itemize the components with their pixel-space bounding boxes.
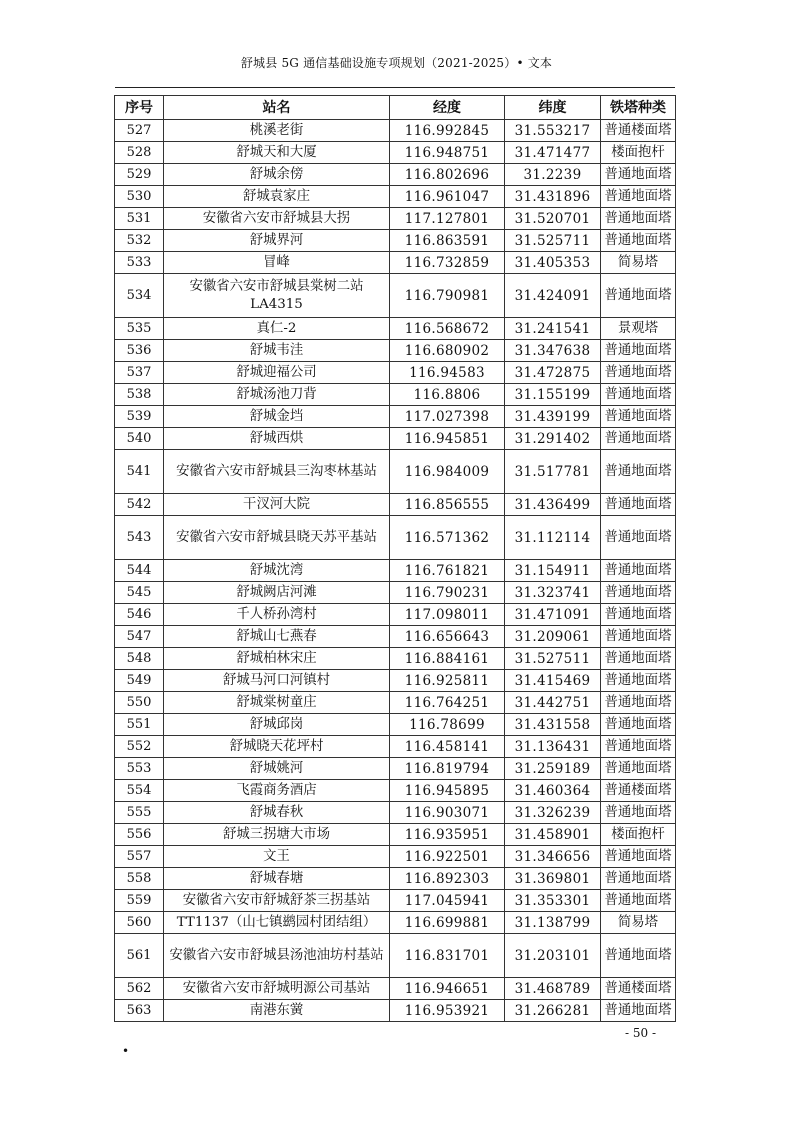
longitude: 116.94583 — [390, 362, 505, 384]
row-index: 561 — [115, 934, 164, 978]
longitude: 116.925811 — [390, 670, 505, 692]
latitude: 31.442751 — [505, 692, 601, 714]
tower-type: 普通地面塔 — [601, 494, 676, 516]
tower-type: 景观塔 — [601, 318, 676, 340]
row-index: 558 — [115, 868, 164, 890]
tower-type: 普通地面塔 — [601, 714, 676, 736]
table-row — [115, 692, 676, 714]
site-name: 真仁-2 — [164, 318, 390, 340]
row-index: 528 — [115, 142, 164, 164]
longitude: 116.568672 — [390, 318, 505, 340]
longitude: 116.699881 — [390, 912, 505, 934]
table-row — [115, 230, 676, 252]
tower-type: 普通地面塔 — [601, 626, 676, 648]
latitude: 31.527511 — [505, 648, 601, 670]
longitude: 117.127801 — [390, 208, 505, 230]
tower-type: 普通地面塔 — [601, 670, 676, 692]
row-index: 544 — [115, 560, 164, 582]
table-row — [115, 604, 676, 626]
tower-type: 普通地面塔 — [601, 868, 676, 890]
tower-type: 普通地面塔 — [601, 692, 676, 714]
site-name: 舒城阙店河滩 — [164, 582, 390, 604]
table-row — [115, 582, 676, 604]
site-name: 舒城姚河 — [164, 758, 390, 780]
latitude: 31.405353 — [505, 252, 601, 274]
longitude: 116.790231 — [390, 582, 505, 604]
table-row — [115, 186, 676, 208]
table-row — [115, 208, 676, 230]
latitude: 31.136431 — [505, 736, 601, 758]
table-row — [115, 912, 676, 934]
latitude: 31.203101 — [505, 934, 601, 978]
header-rule — [115, 87, 675, 88]
table-row — [115, 428, 676, 450]
site-name: 舒城邱岗 — [164, 714, 390, 736]
table-row — [115, 1000, 676, 1022]
table-row — [115, 120, 676, 142]
site-name: 千人桥孙湾村 — [164, 604, 390, 626]
row-index: 556 — [115, 824, 164, 846]
tower-type: 普通地面塔 — [601, 934, 676, 978]
row-index: 540 — [115, 428, 164, 450]
longitude: 116.961047 — [390, 186, 505, 208]
longitude: 116.945851 — [390, 428, 505, 450]
table-row — [115, 824, 676, 846]
row-index: 560 — [115, 912, 164, 934]
site-name: 安徽省六安市舒城明源公司基站 — [164, 978, 390, 1000]
latitude: 31.326239 — [505, 802, 601, 824]
tower-type: 楼面抱杆 — [601, 142, 676, 164]
footer-bullet: • — [122, 1044, 130, 1058]
site-name: 安徽省六安市舒城县汤池油坊村基站 — [164, 934, 390, 978]
longitude: 117.027398 — [390, 406, 505, 428]
column-header-index: 序号 — [115, 96, 164, 120]
tower-type: 普通地面塔 — [601, 758, 676, 780]
tower-type: 普通楼面塔 — [601, 978, 676, 1000]
table-row — [115, 406, 676, 428]
latitude: 31.323741 — [505, 582, 601, 604]
column-header-latitude: 纬度 — [505, 96, 601, 120]
table-row — [115, 516, 676, 560]
site-name: 南港东黉 — [164, 1000, 390, 1022]
tower-type: 普通地面塔 — [601, 208, 676, 230]
longitude: 116.903071 — [390, 802, 505, 824]
row-index: 529 — [115, 164, 164, 186]
latitude: 31.431896 — [505, 186, 601, 208]
table-row — [115, 868, 676, 890]
table-row — [115, 736, 676, 758]
latitude: 31.291402 — [505, 428, 601, 450]
latitude: 31.460364 — [505, 780, 601, 802]
site-name: 安徽省六安市舒城县晓天苏平基站 — [164, 516, 390, 560]
page-number: - 50 - — [625, 1026, 657, 1040]
row-index: 530 — [115, 186, 164, 208]
table-row — [115, 142, 676, 164]
tower-type: 普通地面塔 — [601, 406, 676, 428]
longitude: 116.819794 — [390, 758, 505, 780]
tower-type: 普通地面塔 — [601, 164, 676, 186]
row-index: 549 — [115, 670, 164, 692]
table-row — [115, 252, 676, 274]
latitude: 31.458901 — [505, 824, 601, 846]
longitude: 116.945895 — [390, 780, 505, 802]
longitude: 116.764251 — [390, 692, 505, 714]
site-name: 安徽省六安市舒城舒茶三拐基站 — [164, 890, 390, 912]
longitude: 116.78699 — [390, 714, 505, 736]
site-name: 干汊河大院 — [164, 494, 390, 516]
row-index: 538 — [115, 384, 164, 406]
longitude: 116.922501 — [390, 846, 505, 868]
latitude: 31.347638 — [505, 340, 601, 362]
tower-type: 简易塔 — [601, 252, 676, 274]
row-index: 550 — [115, 692, 164, 714]
row-index: 537 — [115, 362, 164, 384]
longitude: 116.863591 — [390, 230, 505, 252]
latitude: 31.468789 — [505, 978, 601, 1000]
site-name: 舒城春秋 — [164, 802, 390, 824]
table-row — [115, 890, 676, 912]
row-index: 534 — [115, 274, 164, 318]
site-name: 舒城金垱 — [164, 406, 390, 428]
tower-type: 普通地面塔 — [601, 274, 676, 318]
tower-type: 普通地面塔 — [601, 846, 676, 868]
site-name: 舒城迎福公司 — [164, 362, 390, 384]
latitude: 31.415469 — [505, 670, 601, 692]
longitude: 116.984009 — [390, 450, 505, 494]
latitude: 31.436499 — [505, 494, 601, 516]
site-name: 舒城余傍 — [164, 164, 390, 186]
longitude: 116.656643 — [390, 626, 505, 648]
row-index: 546 — [115, 604, 164, 626]
longitude: 116.946651 — [390, 978, 505, 1000]
site-name: 舒城马河口河镇村 — [164, 670, 390, 692]
tower-type: 普通楼面塔 — [601, 120, 676, 142]
latitude: 31.439199 — [505, 406, 601, 428]
row-index: 555 — [115, 802, 164, 824]
row-index: 527 — [115, 120, 164, 142]
row-index: 557 — [115, 846, 164, 868]
row-index: 543 — [115, 516, 164, 560]
site-name: 舒城山七燕春 — [164, 626, 390, 648]
longitude: 116.948751 — [390, 142, 505, 164]
table-row — [115, 978, 676, 1000]
latitude: 31.431558 — [505, 714, 601, 736]
column-header-tower-type: 铁塔种类 — [601, 96, 676, 120]
row-index: 532 — [115, 230, 164, 252]
site-name: 安徽省六安市舒城县大拐 — [164, 208, 390, 230]
tower-type: 普通楼面塔 — [601, 780, 676, 802]
longitude: 116.892303 — [390, 868, 505, 890]
site-name: 舒城柏林宋庄 — [164, 648, 390, 670]
site-name: 安徽省六安市舒城县棠树二站LA4315 — [164, 274, 390, 318]
site-name: 飞霞商务酒店 — [164, 780, 390, 802]
table-row — [115, 648, 676, 670]
tower-type: 普通地面塔 — [601, 802, 676, 824]
tower-type: 普通地面塔 — [601, 736, 676, 758]
row-index: 542 — [115, 494, 164, 516]
tower-type: 普通地面塔 — [601, 428, 676, 450]
latitude: 31.266281 — [505, 1000, 601, 1022]
longitude: 116.992845 — [390, 120, 505, 142]
row-index: 545 — [115, 582, 164, 604]
table-row — [115, 626, 676, 648]
row-index: 535 — [115, 318, 164, 340]
table-row — [115, 494, 676, 516]
table-body — [115, 120, 676, 1022]
site-name: 舒城袁家庄 — [164, 186, 390, 208]
row-index: 553 — [115, 758, 164, 780]
site-name: 舒城三拐塘大市场 — [164, 824, 390, 846]
table-row — [115, 164, 676, 186]
latitude: 31.471477 — [505, 142, 601, 164]
tower-type: 普通地面塔 — [601, 384, 676, 406]
tower-type: 简易塔 — [601, 912, 676, 934]
site-name: 舒城棠树童庄 — [164, 692, 390, 714]
site-name: 舒城汤池刀背 — [164, 384, 390, 406]
row-index: 562 — [115, 978, 164, 1000]
table-row — [115, 318, 676, 340]
column-header-longitude: 经度 — [390, 96, 505, 120]
site-name: 舒城韦洼 — [164, 340, 390, 362]
table-row — [115, 714, 676, 736]
latitude: 31.553217 — [505, 120, 601, 142]
column-header-site-name: 站名 — [164, 96, 390, 120]
longitude: 116.8806 — [390, 384, 505, 406]
site-name: 舒城界河 — [164, 230, 390, 252]
page-header: 舒城县 5G 通信基础设施专项规划（2021-2025）• 文本 — [240, 56, 553, 70]
table-row — [115, 846, 676, 868]
tower-type: 普通地面塔 — [601, 1000, 676, 1022]
table-row — [115, 670, 676, 692]
tower-type: 普通地面塔 — [601, 648, 676, 670]
row-index: 541 — [115, 450, 164, 494]
table-row — [115, 780, 676, 802]
latitude: 31.154911 — [505, 560, 601, 582]
table-row — [115, 934, 676, 978]
latitude: 31.424091 — [505, 274, 601, 318]
tower-type: 普通地面塔 — [601, 604, 676, 626]
site-name: 冒峰 — [164, 252, 390, 274]
row-index: 559 — [115, 890, 164, 912]
longitude: 116.790981 — [390, 274, 505, 318]
row-index: 539 — [115, 406, 164, 428]
tower-type: 普通地面塔 — [601, 340, 676, 362]
site-name: 文王 — [164, 846, 390, 868]
site-name: 桃溪老街 — [164, 120, 390, 142]
tower-type: 楼面抱杆 — [601, 824, 676, 846]
row-index: 536 — [115, 340, 164, 362]
row-index: 547 — [115, 626, 164, 648]
site-name: TT1137（山七镇鹚园村团结组） — [164, 912, 390, 934]
longitude: 116.856555 — [390, 494, 505, 516]
tower-type: 普通地面塔 — [601, 560, 676, 582]
longitude: 116.761821 — [390, 560, 505, 582]
row-index: 533 — [115, 252, 164, 274]
row-index: 563 — [115, 1000, 164, 1022]
longitude: 116.458141 — [390, 736, 505, 758]
site-name: 舒城春塘 — [164, 868, 390, 890]
table-row — [115, 560, 676, 582]
row-index: 531 — [115, 208, 164, 230]
site-name: 舒城天和大厦 — [164, 142, 390, 164]
row-index: 554 — [115, 780, 164, 802]
latitude: 31.138799 — [505, 912, 601, 934]
tower-type: 普通地面塔 — [601, 186, 676, 208]
tower-type: 普通地面塔 — [601, 890, 676, 912]
longitude: 116.571362 — [390, 516, 505, 560]
row-index: 552 — [115, 736, 164, 758]
table-row — [115, 362, 676, 384]
table-row — [115, 340, 676, 362]
longitude: 116.732859 — [390, 252, 505, 274]
tower-type: 普通地面塔 — [601, 450, 676, 494]
longitude: 116.802696 — [390, 164, 505, 186]
table-header-row — [115, 96, 676, 120]
latitude: 31.2239 — [505, 164, 601, 186]
latitude: 31.525711 — [505, 230, 601, 252]
latitude: 31.471091 — [505, 604, 601, 626]
latitude: 31.112114 — [505, 516, 601, 560]
latitude: 31.369801 — [505, 868, 601, 890]
longitude: 116.884161 — [390, 648, 505, 670]
latitude: 31.209061 — [505, 626, 601, 648]
longitude: 116.831701 — [390, 934, 505, 978]
site-name: 舒城西烘 — [164, 428, 390, 450]
latitude: 31.241541 — [505, 318, 601, 340]
site-name: 安徽省六安市舒城县三沟枣林基站 — [164, 450, 390, 494]
table-row — [115, 758, 676, 780]
table-row — [115, 450, 676, 494]
tower-type: 普通地面塔 — [601, 516, 676, 560]
latitude: 31.346656 — [505, 846, 601, 868]
latitude: 31.155199 — [505, 384, 601, 406]
site-name: 舒城晓天花坪村 — [164, 736, 390, 758]
tower-type: 普通地面塔 — [601, 582, 676, 604]
latitude: 31.472875 — [505, 362, 601, 384]
row-index: 551 — [115, 714, 164, 736]
tower-type: 普通地面塔 — [601, 362, 676, 384]
latitude: 31.259189 — [505, 758, 601, 780]
tower-type: 普通地面塔 — [601, 230, 676, 252]
longitude: 117.098011 — [390, 604, 505, 626]
longitude: 116.935951 — [390, 824, 505, 846]
table-row — [115, 384, 676, 406]
tower-table — [114, 95, 676, 1022]
table-row — [115, 802, 676, 824]
longitude: 116.680902 — [390, 340, 505, 362]
longitude: 117.045941 — [390, 890, 505, 912]
latitude: 31.517781 — [505, 450, 601, 494]
latitude: 31.520701 — [505, 208, 601, 230]
site-name: 舒城沈湾 — [164, 560, 390, 582]
row-index: 548 — [115, 648, 164, 670]
longitude: 116.953921 — [390, 1000, 505, 1022]
latitude: 31.353301 — [505, 890, 601, 912]
table-row — [115, 274, 676, 318]
